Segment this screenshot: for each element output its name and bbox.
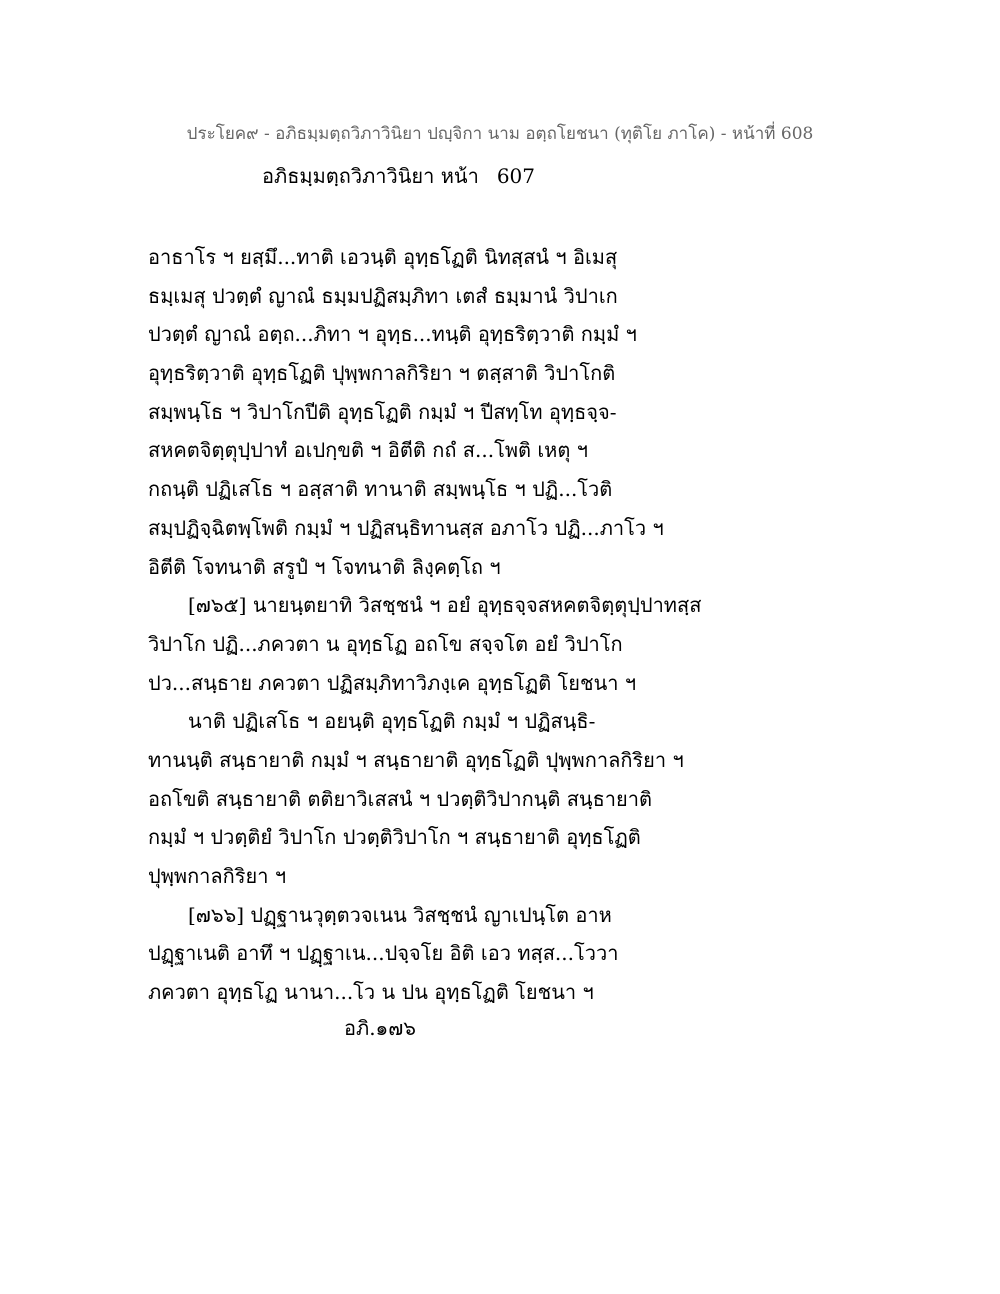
text-line: อุทฺธริตฺวาติ อุทฺธโฏติ ปุพฺพกาลกิริยา ฯ ตสฺสาติ วิปาโกติ — [148, 361, 616, 386]
text-line: ปว...สนฺธาย ภควตา ปฏิสมฺภิทาวิภงฺเค อุทฺธโฏติ โยชนา ฯ — [148, 670, 637, 695]
text-line: ทานนฺติ สนฺธายาติ กมฺมํ ฯ สนฺธายาติ อุทฺธโฏติ ปุพฺพกาลกิริยา ฯ — [148, 747, 684, 772]
text-line: กมฺมํ ฯ ปวตฺติยํ วิปาโก ปวตฺติวิปาโก ฯ สนฺธายาติ อุทฺธโฏติ — [148, 825, 641, 850]
text-line: ปวตฺตํ ญาณํ อตฺถ...ภิทา ฯ อุทฺธ...ทนฺติ อุทฺธริตฺวาติ กมฺมํ ฯ — [148, 322, 637, 347]
text-line: [๗๖๕] นายนฺตยาทิ วิสชฺชนํ ฯ อยํ อุทฺธจฺจสหคตจิตฺตุปฺปาทสฺส — [188, 593, 702, 618]
text-line: นาติ ปฏิเสโธ ฯ อยนฺติ อุทฺธโฏติ กมฺมํ ฯ ปฏิสนฺธิ- — [188, 709, 596, 734]
text-line: [๗๖๖] ปฏฺฐานวุตฺตวจเนน วิสชฺชนํ ญาเปนฺโต อาห — [188, 902, 612, 927]
text-line: สมฺพนฺโธ ฯ วิปาโกปีติ อุทฺธโฏติ กมฺมํ ฯ ปีสทฺโท อุทฺธจฺจ- — [148, 399, 617, 424]
text-line: ปฏฺฐาเนติ อาทึ ฯ ปฏฺฐาเน...ปจฺจโย อิติ เอว ทสฺส...โววา — [148, 941, 619, 966]
text-line: อิตีติ โจทนาติ สรูปํ ฯ โจทนาติ ลิงฺคตฺโถ ฯ — [148, 554, 501, 579]
text-line: อถโขติ สนฺธายาติ ตติยาวิเสสนํ ฯ ปวตฺติวิปากนฺติ สนฺธายาติ — [148, 786, 652, 811]
text-line: ปุพฺพกาลกิริยา ฯ — [148, 864, 287, 888]
sub-header-title: อภิธมฺมตฺถวิภาวินิยา หน้า — [262, 164, 479, 188]
sub-header — [262, 160, 535, 192]
text-line: กถนฺติ ปฏิเสโธ ฯ อสฺสาติ ทานาติ สมฺพนฺโธ ฯ ปฏิ...โวติ — [148, 477, 613, 502]
running-header: ประโยค๙ - อภิธมฺมตฺถวิภาวินิยา ปญฺจิกา นาม อตฺถโยชนา (ทุติโย ภาโค) - หน้าที่ 608 — [186, 124, 814, 144]
footer-reference: อภิ.๑๗๖ — [344, 1016, 416, 1040]
text-line: สมฺปฏิจฺฉิตพฺโพติ กมฺมํ ฯ ปฏิสนฺธิทานสฺส อภาโว ปฏิ...ภาโว ฯ — [148, 515, 664, 540]
text-line: อาธาโร ฯ ยสฺมึ...ทาติ เอวนฺติ อุทฺธโฏติ นิทสฺสนํ ฯ อิเมสุ — [148, 245, 618, 269]
text-line: สหคตจิตฺตุปฺปาทํ อเปกฺขติ ฯ อิตีติ กถํ ส...โพติ เหตุ ฯ — [148, 438, 588, 463]
page-number: 607 — [496, 164, 535, 188]
text-line: วิปาโก ปฏิ...ภควตา น อุทฺธโฏ อถโข สจฺจโต อยํ วิปาโก — [148, 631, 623, 656]
body-text — [148, 238, 868, 1012]
text-line: ภควตา อุทฺธโฏ นานา...โว น ปน อุทฺธโฏติ โยชนา ฯ — [148, 980, 594, 1005]
text-line: ธมฺเมสุ ปวตฺตํ ญาณํ ธมฺมปฏิสมฺภิทา เตสํ ธมฺมานํ วิปาเก — [148, 283, 618, 308]
